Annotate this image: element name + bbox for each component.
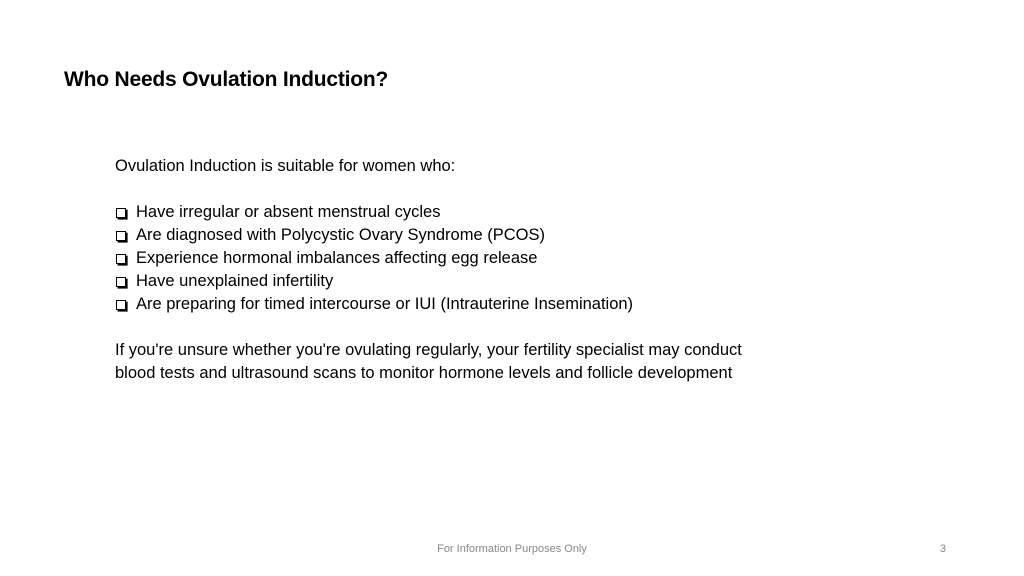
list-item — [115, 201, 875, 224]
checkbox-icon — [116, 277, 126, 287]
list-item — [115, 293, 875, 316]
bullet-text: Have irregular or absent menstrual cycles — [136, 203, 441, 221]
closing-paragraph — [115, 339, 875, 385]
checkbox-icon — [116, 231, 126, 241]
list-item — [115, 270, 875, 293]
slide-title: Who Needs Ovulation Induction? — [64, 68, 389, 91]
bullet-text: Have unexplained infertility — [136, 272, 334, 290]
footer-text: For Information Purposes Only — [437, 543, 587, 555]
bullet-list — [115, 201, 875, 316]
checkbox-icon — [116, 300, 126, 310]
closing-line-2: blood tests and ultrasound scans to monitor hormone levels and follicle development — [115, 364, 733, 382]
page-number: 3 — [939, 543, 946, 555]
intro-text: Ovulation Induction is suitable for women who: — [115, 157, 456, 175]
list-item — [115, 224, 875, 247]
list-item — [115, 247, 875, 270]
closing-line-1: If you're unsure whether you're ovulating regularly, your fertility specialist may conduct — [115, 341, 742, 359]
bullet-text: Are preparing for timed intercourse or IUI (Intrauterine Insemination) — [136, 295, 634, 313]
bullet-text: Experience hormonal imbalances affecting egg release — [136, 249, 538, 267]
slide-body — [115, 155, 875, 385]
checkbox-icon — [116, 208, 126, 218]
bullet-text: Are diagnosed with Polycystic Ovary Syndrome (PCOS) — [136, 226, 545, 244]
checkbox-icon — [116, 254, 126, 264]
